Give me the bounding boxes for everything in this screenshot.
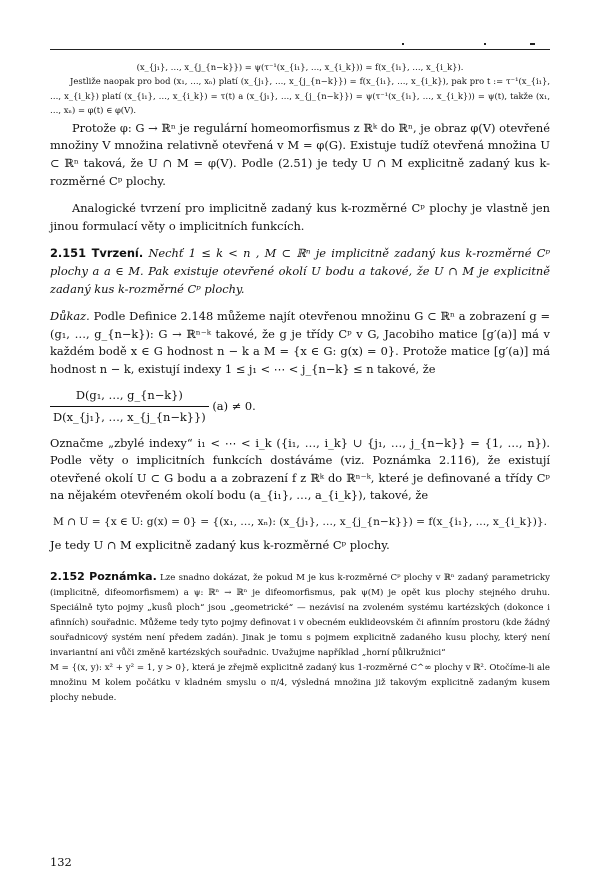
paragraph-homeomorphism: Protože φ: G → ℝⁿ je regulární homeomorfismus z ℝᵏ do ℝⁿ, je obraz φ(V) otevřené množiny V množina relativně otevřená v M = φ(G). Existuje tudíž otevřená množina U ⊂ ℝⁿ taková, že U ∩ M = φ(V). Podle (2.51) je tedy U ∩ M explicitně zadaný kus k-rozměrné Cᵖ plochy. [50, 120, 550, 188]
running-header [380, 39, 550, 49]
page-body [50, 60, 550, 706]
header-mark [484, 43, 486, 45]
remark-label: 2.152 Poznámka. [50, 569, 157, 583]
header-mark [402, 43, 404, 45]
proof-text-2: Označme „zbylé indexy“ i₁ < ⋯ < i_k ({i₁, …, i_k} ∪ {j₁, …, j_{n−k}} = {1, …, n}). Podle věty o implicitních funkcích dostáváme (viz. Poznámka 2.116), že existují otevřené okolí U ⊂ G bodu a a zobrazení f z ℝᵏ do ℝⁿ⁻ᵏ, které je definované a třídy Cᵖ na nějakém otevřeném okolí bodu (a_{i₁}, …, a_{i_k}), takové, že [50, 435, 550, 503]
remark-2-152 [50, 569, 550, 706]
theorem-label: 2.151 Tvrzení. [50, 246, 144, 261]
proof-label: Důkaz. [50, 309, 90, 324]
proof-conclusion: Je tedy U ∩ M explicitně zadaný kus k-rozměrné Cᵖ plochy. [50, 538, 390, 553]
fraction-numerator: D(g₁, …, g_{n−k}) [50, 387, 209, 408]
header-rule [50, 49, 550, 50]
paragraph-analogous: Analogické tvrzení pro implicitně zadaný kus k-rozměrné Cᵖ plochy je vlastně jen jinou formulací věty o implicitních funkcích. [50, 201, 550, 233]
theorem-text: Nechť 1 ≤ k < n , M ⊂ ℝⁿ je implicitně zadaný kus k-rozměrné Cᵖ plochy a a ∈ M. Pak existuje otevřené okolí U bodu a takové, že U ∩ M je explicitně zadaný kus k-rozměrné Cᵖ plochy. [50, 246, 550, 296]
fraction-denominator: D(x_{j₁}, …, x_{j_{n−k}}) [53, 410, 206, 425]
proof-paragraph [50, 308, 550, 378]
jacobian-condition [50, 387, 550, 427]
jacobian-fraction [50, 387, 209, 427]
fraction-tail: (a) ≠ 0. [212, 398, 256, 413]
top-equation: (x_{j₁}, …, x_{j_{n−k}}) = ψ(τ⁻¹(x_{i₁}, …, x_{i_k})) = f(x_{i₁}, …, x_{i_k}). [136, 62, 464, 72]
header-mark [530, 43, 535, 45]
remark-text: Lze snadno dokázat, že pokud M je kus k-rozměrné Cᵖ plochy v ℝⁿ zadaný parametricky (implicitně, difeomorfismem) a ψ: ℝⁿ → ℝⁿ je difeomorfismus, pak ψ(M) je opět kus plochy stejného druhu. Speciálně tyto pojmy „kusů ploch“ jsou „geometrické“ — nezávisí na zvoleném systému kartézských (dokonce i afinních) souřadnic. Můžeme tedy tyto pojmy definovat i v obecném euklideovském či afinním prostoru (kde žádný souřadnicový systém není předem zadán). Jinak je tomu s pojmem explicitně zadaného kusu plochy, který není invariantní ani vůči změně kartézských souřadnic. Uvažujme například „horní půlkružnici“ [50, 572, 550, 658]
theorem-2-151 [50, 245, 550, 298]
remark-text-b: M = {(x, y): x² + y² = 1, y > 0}, která je zřejmě explicitně zadaný kus 1-rozměrné C^∞ plochy v ℝ². Otočíme-li ale množinu M kolem počátku v kladném smyslu o π/4, výsledná množina již takovým explicitně zadaným kusem plochy nebude. [50, 662, 550, 703]
proof-text-1: Podle Definice 2.148 můžeme najít otevřenou množinu G ⊂ ℝⁿ a zobrazení g = (g₁, …, g_{n−k}): G → ℝⁿ⁻ᵏ takové, že g je třídy Cᵖ v G, Jacobiho matice [g′(a)] má v každém bodě x ∈ G hodnost n − k a M = {x ∈ G: g(x) = 0}. Protože matice [g′(a)] má hodnost n − k, existují indexy 1 ≤ j₁ < ⋯ < j_{n−k} ≤ n takové, že [50, 309, 550, 376]
page-number: 132 [50, 855, 72, 869]
set-equation: M ∩ U = {x ∈ U: g(x) = 0} = {(x₁, …, xₙ): (x_{j₁}, …, x_{j_{n−k}}) = f(x_{i₁}, …, x_{i_k})}. [52, 516, 548, 529]
small-paragraph: Jestliže naopak pro bod (x₁, …, xₙ) platí (x_{j₁}, …, x_{j_{n−k}}) = f(x_{i₁}, …, x_{i_k}), pak pro t := τ⁻¹(x_{i₁}, …, x_{i_k}) platí (x_{i₁}, …, x_{i_k}) = τ(t) a (x_{j₁}, …, x_{j_{n−k}}) = ψ(τ⁻¹(x_{i₁}, …, x_{i_k})) = ψ(t), takže (x₁, …, xₙ) = φ(t) ∈ φ(V). [50, 76, 550, 116]
